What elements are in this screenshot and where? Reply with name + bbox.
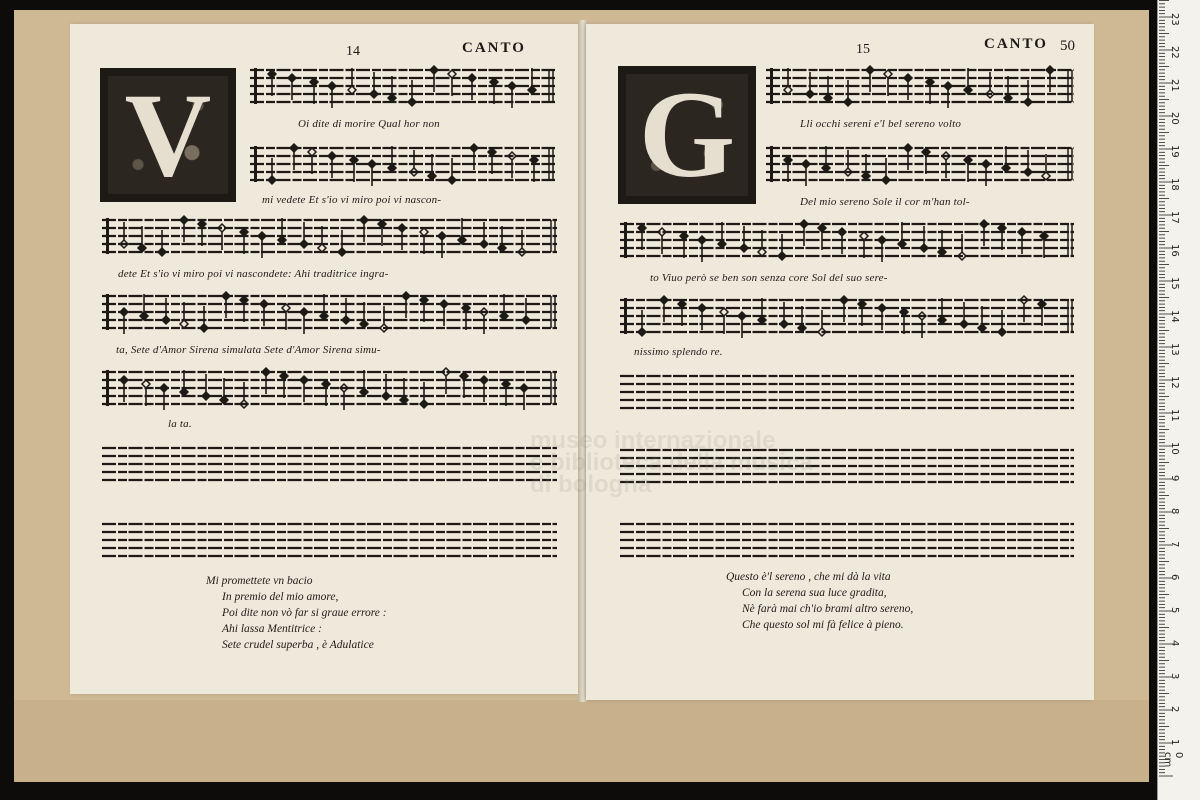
- note-head: [402, 292, 410, 300]
- verse-line-4-right: Che questo sol mi fà felice à pieno.: [742, 619, 904, 631]
- note-head: [320, 312, 328, 320]
- clef-mark: [106, 294, 109, 330]
- ruler-number: 9: [1169, 475, 1180, 482]
- note-head: [300, 240, 308, 248]
- clef-mark: [770, 68, 773, 104]
- note-head: [500, 312, 508, 320]
- note-head: [308, 148, 316, 156]
- ruler-number: 18: [1169, 178, 1180, 191]
- ruler-number: 17: [1169, 211, 1180, 224]
- note-head: [758, 248, 766, 256]
- ruler-number: 15: [1169, 277, 1180, 290]
- note-head: [468, 74, 476, 82]
- note-head: [360, 320, 368, 328]
- backing-board-lower: [14, 700, 1149, 782]
- note-head: [502, 380, 510, 388]
- note-head: [720, 308, 728, 316]
- note-head: [370, 90, 378, 98]
- note-head: [638, 224, 646, 232]
- ruler-number: 20: [1169, 112, 1180, 125]
- decorated-initial-v: V: [100, 68, 236, 202]
- note-head: [1040, 232, 1048, 240]
- verse-line-5-left: Sete crudel superba , è Adulatice: [222, 639, 374, 651]
- note-head: [858, 300, 866, 308]
- note-head: [1002, 164, 1010, 172]
- note-head: [368, 160, 376, 168]
- ruler-number: 1: [1169, 739, 1180, 746]
- empty-staff-1-right: [620, 370, 1074, 416]
- note-head: [1024, 168, 1032, 176]
- measurement-ruler: [1157, 0, 1200, 800]
- note-head: [360, 216, 368, 224]
- ruler-number: 19: [1169, 145, 1180, 158]
- note-head: [328, 82, 336, 90]
- clef-mark: [106, 218, 109, 254]
- note-head: [738, 312, 746, 320]
- ruler-number: 8: [1169, 508, 1180, 515]
- note-head: [448, 70, 456, 78]
- note-head: [740, 244, 748, 252]
- note-head: [140, 312, 148, 320]
- note-head: [202, 392, 210, 400]
- note-head: [408, 98, 416, 106]
- note-head: [480, 376, 488, 384]
- note-head: [382, 392, 390, 400]
- ruler-unit-label: 0 cm: [1162, 752, 1184, 768]
- staff-1-right: [766, 64, 1074, 110]
- folio-number: 50: [1060, 38, 1075, 54]
- note-head: [920, 244, 928, 252]
- note-head: [498, 244, 506, 252]
- decorated-initial-g: G: [618, 66, 756, 204]
- note-head: [180, 216, 188, 224]
- note-head: [400, 396, 408, 404]
- note-head: [718, 240, 726, 248]
- watermark: museo internazionale e biblioteca della musica di bologna: [530, 427, 813, 498]
- note-head: [348, 86, 356, 94]
- ruler-number: 21: [1169, 79, 1180, 92]
- note-head: [398, 224, 406, 232]
- ruler-number: 16: [1169, 244, 1180, 257]
- note-head: [698, 304, 706, 312]
- lyric-line-5-left: la ta.: [168, 418, 192, 430]
- note-head: [1018, 228, 1026, 236]
- ruler-number: 3: [1169, 673, 1180, 680]
- note-head: [840, 296, 848, 304]
- note-head: [430, 66, 438, 74]
- note-head: [758, 316, 766, 324]
- note-head: [838, 228, 846, 236]
- note-head: [240, 296, 248, 304]
- lyric-line-4-right: nissimo splendo re.: [634, 346, 723, 358]
- note-head: [822, 164, 830, 172]
- note-head: [922, 148, 930, 156]
- note-head: [262, 368, 270, 376]
- note-head: [460, 372, 468, 380]
- staff-2-right: [766, 142, 1074, 188]
- empty-staff-3-right: [620, 518, 1074, 564]
- ruler-number: 5: [1169, 607, 1180, 614]
- note-head: [490, 78, 498, 86]
- note-head: [350, 156, 358, 164]
- note-head: [160, 384, 168, 392]
- note-head: [300, 376, 308, 384]
- note-head: [798, 324, 806, 332]
- staff-3-right: [620, 218, 1074, 264]
- note-head: [680, 232, 688, 240]
- verse-line-3-right: Nè farà mai ch'io brami altro sereno,: [742, 603, 914, 615]
- note-head: [318, 244, 326, 252]
- note-head: [120, 376, 128, 384]
- verse-line-1-right: Questo è'l sereno , che mi dà la vita: [726, 571, 891, 583]
- ruler-number: 2: [1169, 706, 1180, 713]
- lyric-line-3-right: to Viuo però se ben son senza core Sol del suo sere-: [650, 272, 888, 284]
- note-head: [980, 220, 988, 228]
- staff-1-left: [250, 64, 555, 110]
- ruler-number: 10: [1169, 442, 1180, 455]
- note-head: [438, 232, 446, 240]
- verse-line-3-left: Poi dite non vò far si graue errore :: [222, 607, 387, 619]
- lyric-line-2-left: mi vedete Et s'io vi miro poi vi nascon-: [262, 194, 442, 206]
- clef-mark: [624, 222, 627, 258]
- note-head: [378, 220, 386, 228]
- note-head: [420, 296, 428, 304]
- note-head: [448, 176, 456, 184]
- note-head: [360, 388, 368, 396]
- note-head: [260, 300, 268, 308]
- note-head: [310, 78, 318, 86]
- lyric-line-1-left: Oi dite di morire Qual hor non: [298, 118, 440, 130]
- note-head: [784, 156, 792, 164]
- note-head: [530, 156, 538, 164]
- note-head: [878, 304, 886, 312]
- note-head: [240, 228, 248, 236]
- ruler-number: 23: [1169, 13, 1180, 26]
- note-head: [520, 384, 528, 392]
- verse-line-2-left: In premio del mio amore,: [222, 591, 339, 603]
- note-head: [938, 316, 946, 324]
- lyric-line-4-left: ta, Sete d'Amor Sirena simulata Sete d'Amor Sirena simu-: [116, 344, 381, 356]
- note-head: [280, 372, 288, 380]
- ruler-number: 22: [1169, 46, 1180, 59]
- note-head: [784, 86, 792, 94]
- note-head: [1024, 98, 1032, 106]
- ruler-number: 12: [1169, 376, 1180, 389]
- note-head: [480, 240, 488, 248]
- note-head: [862, 172, 870, 180]
- note-head: [904, 74, 912, 82]
- note-head: [982, 160, 990, 168]
- clef-mark: [770, 146, 773, 182]
- clef-mark: [624, 298, 627, 334]
- lyric-line-2-right: Del mio sereno Sole il cor m'han tol-: [800, 196, 970, 208]
- right-page-number: 15: [856, 42, 870, 57]
- note-head: [944, 82, 952, 90]
- note-head: [428, 172, 436, 180]
- note-head: [998, 224, 1006, 232]
- note-head: [882, 176, 890, 184]
- note-head: [282, 304, 290, 312]
- note-head: [678, 300, 686, 308]
- note-head: [660, 296, 668, 304]
- note-head: [158, 248, 166, 256]
- note-head: [806, 90, 814, 98]
- note-head: [268, 70, 276, 78]
- note-head: [300, 308, 308, 316]
- note-head: [960, 320, 968, 328]
- note-head: [824, 94, 832, 102]
- note-head: [440, 300, 448, 308]
- note-head: [322, 380, 330, 388]
- ruler-number: 6: [1169, 574, 1180, 581]
- note-head: [844, 98, 852, 106]
- lyric-line-1-right: Lli occhi sereni e'l bel sereno volto: [800, 118, 962, 130]
- staff-4-right: [620, 294, 1074, 340]
- verse-line-4-left: Ahi lassa Mentitrice :: [222, 623, 322, 635]
- note-head: [938, 248, 946, 256]
- note-head: [458, 236, 466, 244]
- note-head: [878, 236, 886, 244]
- ruler-number: 7: [1169, 541, 1180, 548]
- note-head: [268, 176, 276, 184]
- note-head: [860, 232, 868, 240]
- right-page: [586, 24, 1094, 700]
- ruler-number: 14: [1169, 310, 1180, 323]
- note-head: [638, 328, 646, 336]
- note-head: [522, 316, 530, 324]
- note-head: [180, 320, 188, 328]
- staff-2-left: [250, 142, 555, 188]
- note-head: [290, 144, 298, 152]
- note-head: [1038, 300, 1046, 308]
- note-head: [142, 380, 150, 388]
- note-head: [1046, 66, 1054, 74]
- note-head: [926, 78, 934, 86]
- note-head: [1004, 94, 1012, 102]
- note-head: [180, 388, 188, 396]
- staff-5-left: [102, 366, 557, 412]
- note-head: [884, 70, 892, 78]
- note-head: [964, 156, 972, 164]
- note-head: [998, 328, 1006, 336]
- note-head: [978, 324, 986, 332]
- note-head: [462, 304, 470, 312]
- staff-3-left: [102, 214, 557, 260]
- lyric-line-3-left: dete Et s'io vi miro poi vi nascondete: Ahi traditrice ingra-: [118, 268, 389, 280]
- note-head: [120, 308, 128, 316]
- note-head: [388, 94, 396, 102]
- note-head: [342, 316, 350, 324]
- note-head: [420, 228, 428, 236]
- note-head: [802, 160, 810, 168]
- note-head: [900, 308, 908, 316]
- note-head: [528, 86, 536, 94]
- note-head: [288, 74, 296, 82]
- note-head: [488, 148, 496, 156]
- clef-mark: [254, 68, 257, 104]
- note-head: [162, 316, 170, 324]
- note-head: [420, 400, 428, 408]
- note-head: [1042, 172, 1050, 180]
- note-head: [904, 144, 912, 152]
- note-head: [778, 252, 786, 260]
- note-head: [222, 292, 230, 300]
- verse-line-1-left: Mi promettete vn bacio: [206, 575, 313, 587]
- note-head: [388, 164, 396, 172]
- note-head: [198, 220, 206, 228]
- staff-4-left: [102, 290, 557, 336]
- note-head: [866, 66, 874, 74]
- ruler-number: 11: [1169, 409, 1180, 422]
- right-page-header: CANTO: [984, 36, 1048, 52]
- note-head: [328, 152, 336, 160]
- note-head: [470, 144, 478, 152]
- note-head: [138, 244, 146, 252]
- ruler-number: 4: [1169, 640, 1180, 647]
- left-page: [70, 24, 582, 694]
- verse-line-2-right: Con la serena sua luce gradita,: [742, 587, 887, 599]
- left-page-header: CANTO: [462, 40, 526, 56]
- left-page-number: 14: [346, 44, 360, 59]
- empty-staff-2-left: [102, 518, 557, 564]
- empty-staff-1-left: [102, 442, 557, 488]
- note-head: [964, 86, 972, 94]
- note-head: [220, 396, 228, 404]
- note-head: [338, 248, 346, 256]
- clef-mark: [254, 146, 257, 182]
- note-head: [200, 324, 208, 332]
- note-head: [508, 82, 516, 90]
- note-head: [698, 236, 706, 244]
- note-head: [278, 236, 286, 244]
- note-head: [818, 224, 826, 232]
- note-head: [800, 220, 808, 228]
- clef-mark: [106, 370, 109, 406]
- ruler-number: 13: [1169, 343, 1180, 356]
- note-head: [898, 240, 906, 248]
- note-head: [780, 320, 788, 328]
- note-head: [258, 232, 266, 240]
